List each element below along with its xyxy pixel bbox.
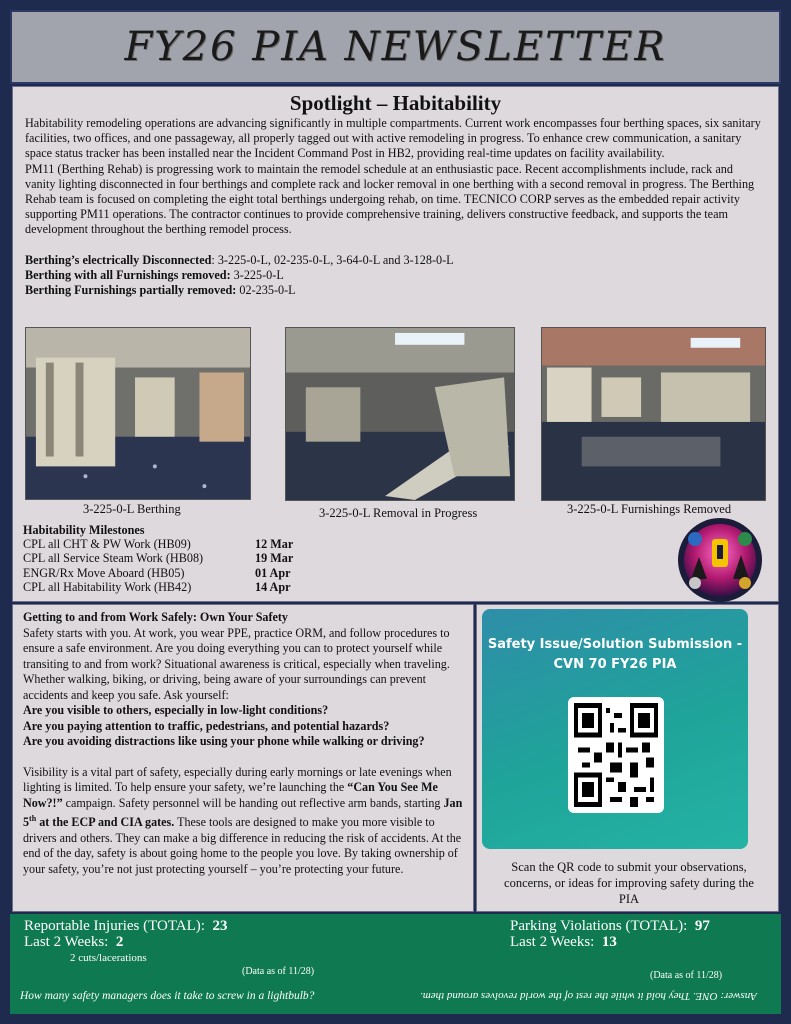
injuries-2wk-line	[24, 934, 227, 950]
qr-title-line-1: Safety Issue/Solution Submission -	[487, 637, 743, 652]
removal-in-progress-photo	[285, 327, 515, 501]
parking-total: 97	[694, 918, 710, 934]
milestone-label: ENGR/Rx Move Aboard (HB05)	[23, 565, 185, 580]
injuries-as-of: (Data as of 11/28)	[242, 966, 315, 977]
joke-question: How many safety managers does it take to screw in a lightbulb?	[20, 990, 315, 1002]
caption-berthing: 3-225-0-L Berthing	[83, 502, 181, 516]
milestone-row	[23, 566, 363, 580]
spacer	[23, 750, 463, 765]
parking-stats	[510, 918, 710, 950]
gate-locations: at the ECP and CIA gates.	[36, 815, 175, 830]
qr-card	[482, 609, 748, 849]
berthing-disconnected-line	[25, 253, 766, 268]
unit-patch-logo	[677, 517, 763, 603]
caption-furnishings: 3-225-0-L Furnishings Removed	[567, 502, 732, 516]
milestone-label: CPL all CHT & PW Work (HB09)	[23, 537, 191, 552]
berthing-photo	[25, 327, 251, 500]
safety-p2-text-c: campaign. Safety personnel will be handing out reflective arm bands, starting	[62, 795, 444, 810]
stats-footer	[10, 914, 781, 1014]
injuries-2wk-label: Last 2 Weeks:	[24, 934, 109, 950]
milestone-date: 12 Mar	[255, 537, 294, 552]
masthead	[10, 10, 781, 84]
spotlight-paragraph-1: Habitability remodeling operations are advancing significantly in multiple compartments. Current work encompasses four berthing spaces, six sanitary facilities, two offices, and one passageway, all properly tagged out with active remodeling in progress. To enhance crew communication, a sanitary space status tracker has been installed near the Incident Command Post in HB2, providing real-time updates on facility availability.	[25, 116, 761, 161]
milestone-date: 01 Apr	[255, 565, 291, 580]
safety-paragraph-1: Safety starts with you. At work, you wear PPE, practice ORM, and follow procedures to ensure a safe environment. Are you doing everything you can to protect yourself while transiting to and from work? Situational awareness is critical, especially when traveling. Whether walking, biking, or driving, being aware of your surroundings can prevent accidents and keep you safe. Ask yourself:	[23, 625, 450, 702]
parking-2wk-label: Last 2 Weeks:	[510, 934, 595, 950]
berthing-partial-label: Berthing Furnishings partially removed:	[25, 283, 237, 298]
qr-instructions: Scan the QR code to submit your observations, concerns, or ideas for improving safety during the PIA	[504, 860, 754, 906]
start-date-day: Jan 5	[23, 795, 463, 830]
berthing-partial-value: 02-235-0-L	[236, 283, 296, 298]
milestone-row	[23, 551, 363, 565]
injuries-total: 23	[212, 918, 228, 934]
joke-answer-upside-down: Answer: ONE. They hold it while the rest of the world revolves around them.	[420, 990, 757, 1002]
injuries-2wk: 2	[115, 934, 124, 950]
milestones-title: Habitability Milestones	[23, 523, 145, 537]
berthing-removed-label: Berthing with all Furnishings removed:	[25, 267, 231, 282]
photo-row	[13, 327, 780, 527]
start-date-suffix: th	[29, 814, 37, 823]
milestone-row	[23, 537, 363, 551]
qr-submission-panel	[476, 604, 779, 912]
berthing-removed-line	[25, 268, 766, 283]
injury-stats	[24, 918, 227, 966]
qr-title-line-2: CVN 70 FY26 PIA	[553, 657, 677, 672]
campaign-name: “Can You See Me Now?!”	[23, 780, 438, 810]
qr-title	[482, 635, 748, 675]
habitability-milestones	[23, 523, 363, 594]
safety-question-2: Are you paying attention to traffic, pedestrians, and potential hazards?	[23, 718, 390, 733]
berthing-disconnected-label: Berthing’s electrically Disconnected	[25, 252, 212, 267]
spacer	[25, 238, 766, 253]
milestone-date: 14 Apr	[255, 579, 291, 594]
newsletter-title: FY26 PIA NEWSLETTER	[124, 24, 667, 70]
berthing-partial-line	[25, 283, 766, 298]
berthing-removed-value: 3-225-0-L	[230, 267, 284, 282]
injuries-total-line	[24, 918, 227, 934]
parking-total-line	[510, 918, 710, 934]
injuries-note: 2 cuts/lacerations	[70, 952, 147, 964]
safety-p2-text-f: These tools are designed to make you more visible to drivers and others. They can make a big difference in reducing the risk of accidents. At the end of the day, safety is about going home to the people you love. By taking ownership of your safety, you’re not just protecting yourself – you’re protecting your future.	[23, 815, 462, 876]
safety-question-1: Are you visible to others, especially in low-light conditions?	[23, 703, 329, 717]
safety-title: Getting to and from Work Safely: Own Your Safety	[23, 610, 288, 624]
qr-code[interactable]	[568, 697, 664, 813]
berthing-disconnected-value: : 3-225-0-L, 02-235-0-L, 3-64-0-L and 3-128-0-L	[211, 252, 454, 267]
safety-question-3: Are you avoiding distractions like using your phone while walking or driving?	[23, 734, 425, 748]
milestone-date: 19 Mar	[255, 551, 294, 566]
spotlight-heading: Spotlight – Habitability	[289, 91, 502, 115]
caption-removal: 3-225-0-L Removal in Progress	[319, 506, 478, 520]
milestone-label: CPL all Habitability Work (HB42)	[23, 579, 192, 594]
parking-as-of: (Data as of 11/28)	[650, 970, 723, 981]
safety-p2-text-a: Visibility is a vital part of safety, especially during early mornings or late evenings when lighting is limited. To help ensure your safety, we’re launching the	[23, 764, 452, 794]
parking-2wk: 13	[601, 934, 617, 950]
milestone-row	[23, 580, 363, 594]
injuries-label: Reportable Injuries (TOTAL):	[24, 918, 205, 934]
parking-label: Parking Violations (TOTAL):	[510, 918, 688, 934]
parking-2wk-line	[510, 934, 710, 950]
safety-paragraph-2	[23, 765, 463, 878]
spotlight-paragraph-2: PM11 (Berthing Rehab) is progressing work to maintain the remodel schedule at an enthusiastic pace. Recent accomplishments include, rack and vanity lighting disconnected in four berthings and complete rack and locker removal in one berthing with a second removal in progress. The Berthing Rehab team is focused on completing the eight total berthings undergoing rehab, on time. TECNICO CORP serves as the embedded repair activity supporting PM11 operations. The contractor continues to provide comprehensive training, delivers constructive feedback, and supports the team development throughout the berthing remodel process.	[25, 161, 755, 237]
work-safety-article	[12, 604, 474, 912]
milestone-label: CPL all Service Steam Work (HB08)	[23, 551, 204, 566]
furnishings-removed-photo	[541, 327, 766, 501]
spotlight-section	[12, 86, 779, 602]
